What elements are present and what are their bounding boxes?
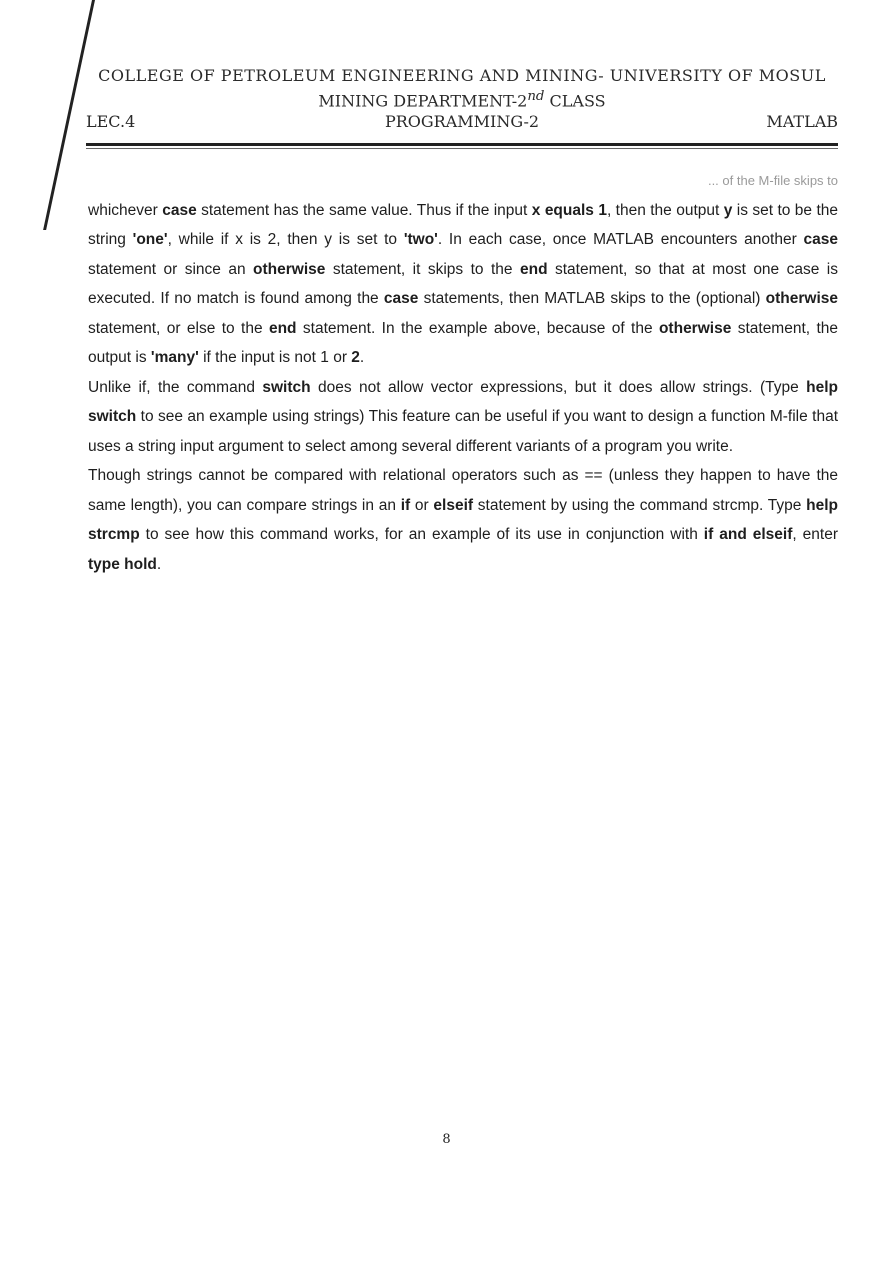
paragraph-switch-strings bbox=[88, 373, 838, 462]
keyword: case bbox=[383, 290, 419, 307]
keyword: if and elseif bbox=[703, 526, 793, 543]
text-run: statement. In the example above, because of the bbox=[296, 319, 659, 337]
text-run: , enter bbox=[792, 526, 838, 543]
keyword: x equals 1 bbox=[531, 201, 607, 219]
text-run: , then the output bbox=[606, 201, 724, 219]
keyword: type hold bbox=[88, 555, 157, 573]
department-prefix: MINING DEPARTMENT-2 bbox=[318, 91, 528, 111]
text-run: if the input is not 1 or bbox=[198, 349, 352, 366]
keyword: otherwise bbox=[253, 260, 326, 278]
keyword: end bbox=[268, 319, 297, 337]
keyword: otherwise bbox=[765, 290, 839, 307]
text-run: , while if x is 2, then y is set to bbox=[167, 231, 404, 248]
department-ordinal: nd bbox=[527, 89, 545, 104]
keyword: end bbox=[519, 260, 548, 278]
keyword: switch bbox=[262, 378, 311, 396]
text-run: or bbox=[410, 496, 434, 514]
keyword: otherwise bbox=[658, 319, 732, 337]
keyword: if bbox=[400, 496, 411, 514]
text-run: . bbox=[359, 349, 365, 366]
header-rule-thin bbox=[86, 148, 838, 149]
department-suffix: CLASS bbox=[544, 91, 606, 111]
keyword: 2 bbox=[351, 349, 360, 366]
faded-continuation: ... of the M-file skips to bbox=[707, 173, 838, 188]
page-number: 8 bbox=[442, 1132, 451, 1147]
lecture-body bbox=[88, 166, 838, 579]
keyword: y bbox=[723, 201, 733, 219]
header-rule bbox=[86, 143, 838, 146]
text-run: statement, or else to the bbox=[88, 319, 269, 337]
keyword: 'many' bbox=[150, 349, 199, 366]
text-run: . bbox=[156, 555, 162, 573]
text-run: Unlike if, the command bbox=[88, 378, 263, 396]
header-meta-row bbox=[86, 112, 838, 134]
text-run: statement, so that at most one case is executed. If no match is found among the bbox=[88, 260, 838, 307]
text-run: . In each case, once MATLAB encounters another bbox=[437, 231, 804, 248]
text-run: to see an example using strings) This feature can be useful if you want to design a function M-file that uses a string input argument to select among several different variants of a program you write. bbox=[88, 408, 838, 455]
text-run: Though strings cannot be compared with relational operators such as == (unless they happen to have the same length), you can compare strings in an bbox=[88, 467, 838, 514]
college-title: COLLEGE OF PETROLEUM ENGINEERING AND MINING- UNIVERSITY OF MOSUL bbox=[98, 66, 826, 85]
paragraph-switch-case bbox=[88, 196, 838, 373]
keyword: 'one' bbox=[132, 231, 168, 248]
course-label: PROGRAMMING-2 bbox=[384, 112, 540, 132]
lecture-label: LEC.4 bbox=[86, 112, 136, 132]
text-run: whichever bbox=[88, 201, 163, 219]
text-run: is set to be the string bbox=[88, 201, 839, 248]
keyword: case bbox=[803, 231, 838, 248]
paragraph-strcmp bbox=[88, 461, 838, 579]
text-run: statement or since an bbox=[88, 260, 254, 278]
keyword: 'two' bbox=[403, 231, 438, 248]
text-run: does not allow vector expressions, but it does allow strings. (Type bbox=[310, 378, 807, 396]
keyword: help strcmp bbox=[88, 496, 839, 543]
text-run: to see how this command works, for an example of its use in conjunction with bbox=[139, 526, 704, 543]
text-run: statements, then MATLAB skips to the (optional) bbox=[418, 290, 766, 307]
keyword: help switch bbox=[88, 378, 838, 425]
text-run: statement, it skips to the bbox=[325, 260, 520, 278]
text-run: statement by using the command strcmp. Type bbox=[473, 496, 807, 514]
text-run: statement, the output is bbox=[88, 319, 838, 366]
page-header bbox=[86, 66, 838, 134]
keyword: elseif bbox=[433, 496, 474, 514]
keyword: case bbox=[162, 201, 197, 219]
department-title bbox=[86, 89, 838, 110]
subject-label: MATLAB bbox=[766, 112, 838, 132]
text-run: statement has the same value. Thus if the input bbox=[196, 201, 532, 219]
